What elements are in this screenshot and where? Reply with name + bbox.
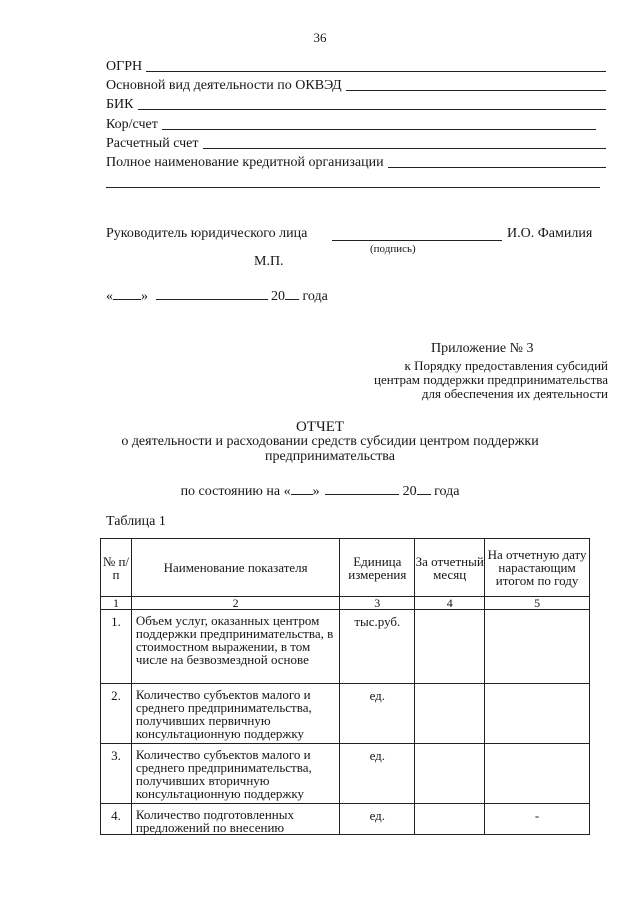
field-bank-name[interactable] [106, 153, 606, 171]
report-title: ОТЧЕТ [295, 419, 345, 435]
head-name: И.О. Фамилия [507, 226, 593, 241]
table-caption: Таблица 1 [106, 514, 166, 529]
column-number: 1 [101, 597, 132, 610]
signature-caption: (подпись) [370, 243, 416, 255]
header-unit: Единица измерения [340, 539, 415, 597]
fill-line [162, 129, 596, 130]
as-of-year-blank[interactable] [417, 481, 431, 495]
unit-cell: ед. [340, 684, 415, 744]
month-value-cell[interactable] [415, 804, 485, 835]
unit-cell: ед. [340, 744, 415, 804]
indicator-name: Объем услуг, оказанных центром поддержки предпринимательства, в стоимостном выражении, в том числе на безвозмездной основе [131, 610, 339, 684]
table-row [101, 684, 590, 744]
total-value-cell[interactable] [485, 744, 590, 804]
field-corr-account[interactable] [106, 115, 596, 133]
month-value-cell[interactable] [415, 684, 485, 744]
table-row [101, 610, 590, 684]
row-number: 1. [101, 610, 132, 684]
page-number: 36 [313, 30, 327, 45]
column-number: 5 [485, 597, 590, 610]
total-value-cell[interactable] [485, 610, 590, 684]
month-blank[interactable] [156, 286, 268, 300]
unit-cell: тыс.руб. [340, 610, 415, 684]
as-of-prefix: по состоянию на « [180, 484, 291, 499]
header-number: № п/п [101, 539, 132, 597]
signature-row [106, 226, 606, 244]
as-of-year: 20 [402, 484, 417, 499]
month-value-cell[interactable] [415, 610, 485, 684]
signature-line[interactable] [332, 240, 502, 241]
as-of-month-blank[interactable] [325, 481, 399, 495]
date-open-quote: « [106, 289, 113, 304]
as-of-day-blank[interactable] [291, 481, 313, 495]
row-number: 3. [101, 744, 132, 804]
fill-line [346, 90, 606, 91]
as-of-suffix: года [434, 484, 460, 499]
seal-mark: М.П. [254, 254, 284, 269]
field-label: Кор/счет [106, 117, 158, 132]
field-bik[interactable] [106, 95, 606, 113]
report-as-of-date [0, 481, 640, 500]
column-number: 4 [415, 597, 485, 610]
unit-cell: ед. [340, 804, 415, 835]
year-suffix: года [302, 289, 328, 304]
column-number: 2 [131, 597, 339, 610]
table-row [101, 804, 590, 835]
report-subtitle: о деятельности и расходовании средств субсидии центром поддержки предпринимательства [121, 434, 539, 464]
field-ogrn[interactable] [106, 57, 606, 75]
year-blank[interactable] [285, 286, 299, 300]
row-number: 4. [101, 804, 132, 835]
fill-line [203, 148, 606, 149]
day-blank[interactable] [113, 286, 141, 300]
head-label: Руководитель юридического лица [106, 226, 308, 241]
report-table [100, 538, 590, 835]
column-number-row [101, 597, 590, 610]
appendix-title: Приложение № 3 [431, 341, 534, 356]
row-number: 2. [101, 684, 132, 744]
field-okved[interactable] [106, 76, 606, 94]
month-value-cell[interactable] [415, 744, 485, 804]
bank-name-continuation-line[interactable] [106, 187, 600, 188]
header-month: За отчетный месяц [415, 539, 485, 597]
as-of-mid: » [312, 484, 320, 499]
total-value-cell[interactable] [485, 684, 590, 744]
appendix-text: к Порядку предоставления субсидий центрам поддержки предпринимательства для обеспечения их деятельности [374, 358, 608, 401]
fill-line [388, 167, 606, 168]
date-close-quote: » [141, 289, 148, 304]
field-label: Полное наименование кредитной организации [106, 155, 384, 170]
table-header-row [101, 539, 590, 597]
sign-date [106, 286, 328, 304]
indicator-name: Количество подготовленных предложений по внесению [131, 804, 339, 835]
field-label: БИК [106, 97, 134, 112]
field-label: ОГРН [106, 59, 143, 74]
header-indicator: Наименование показателя [131, 539, 339, 597]
total-value-cell[interactable]: - [485, 804, 590, 835]
field-label: Основной вид деятельности по ОКВЭД [106, 78, 342, 93]
header-total: На отчетную дату нарастающим итогом по году [485, 539, 590, 597]
column-number: 3 [340, 597, 415, 610]
field-settlement-account[interactable] [106, 134, 606, 152]
indicator-name: Количество субъектов малого и среднего предпринимательства, получивших первичную консультационную поддержку [131, 684, 339, 744]
fill-line [146, 71, 606, 72]
indicator-name: Количество субъектов малого и среднего предпринимательства, получивших вторичную консультационную поддержку [131, 744, 339, 804]
table-row [101, 744, 590, 804]
fill-line [138, 109, 607, 110]
field-label: Расчетный счет [106, 136, 199, 151]
year-prefix: 20 [271, 289, 285, 304]
